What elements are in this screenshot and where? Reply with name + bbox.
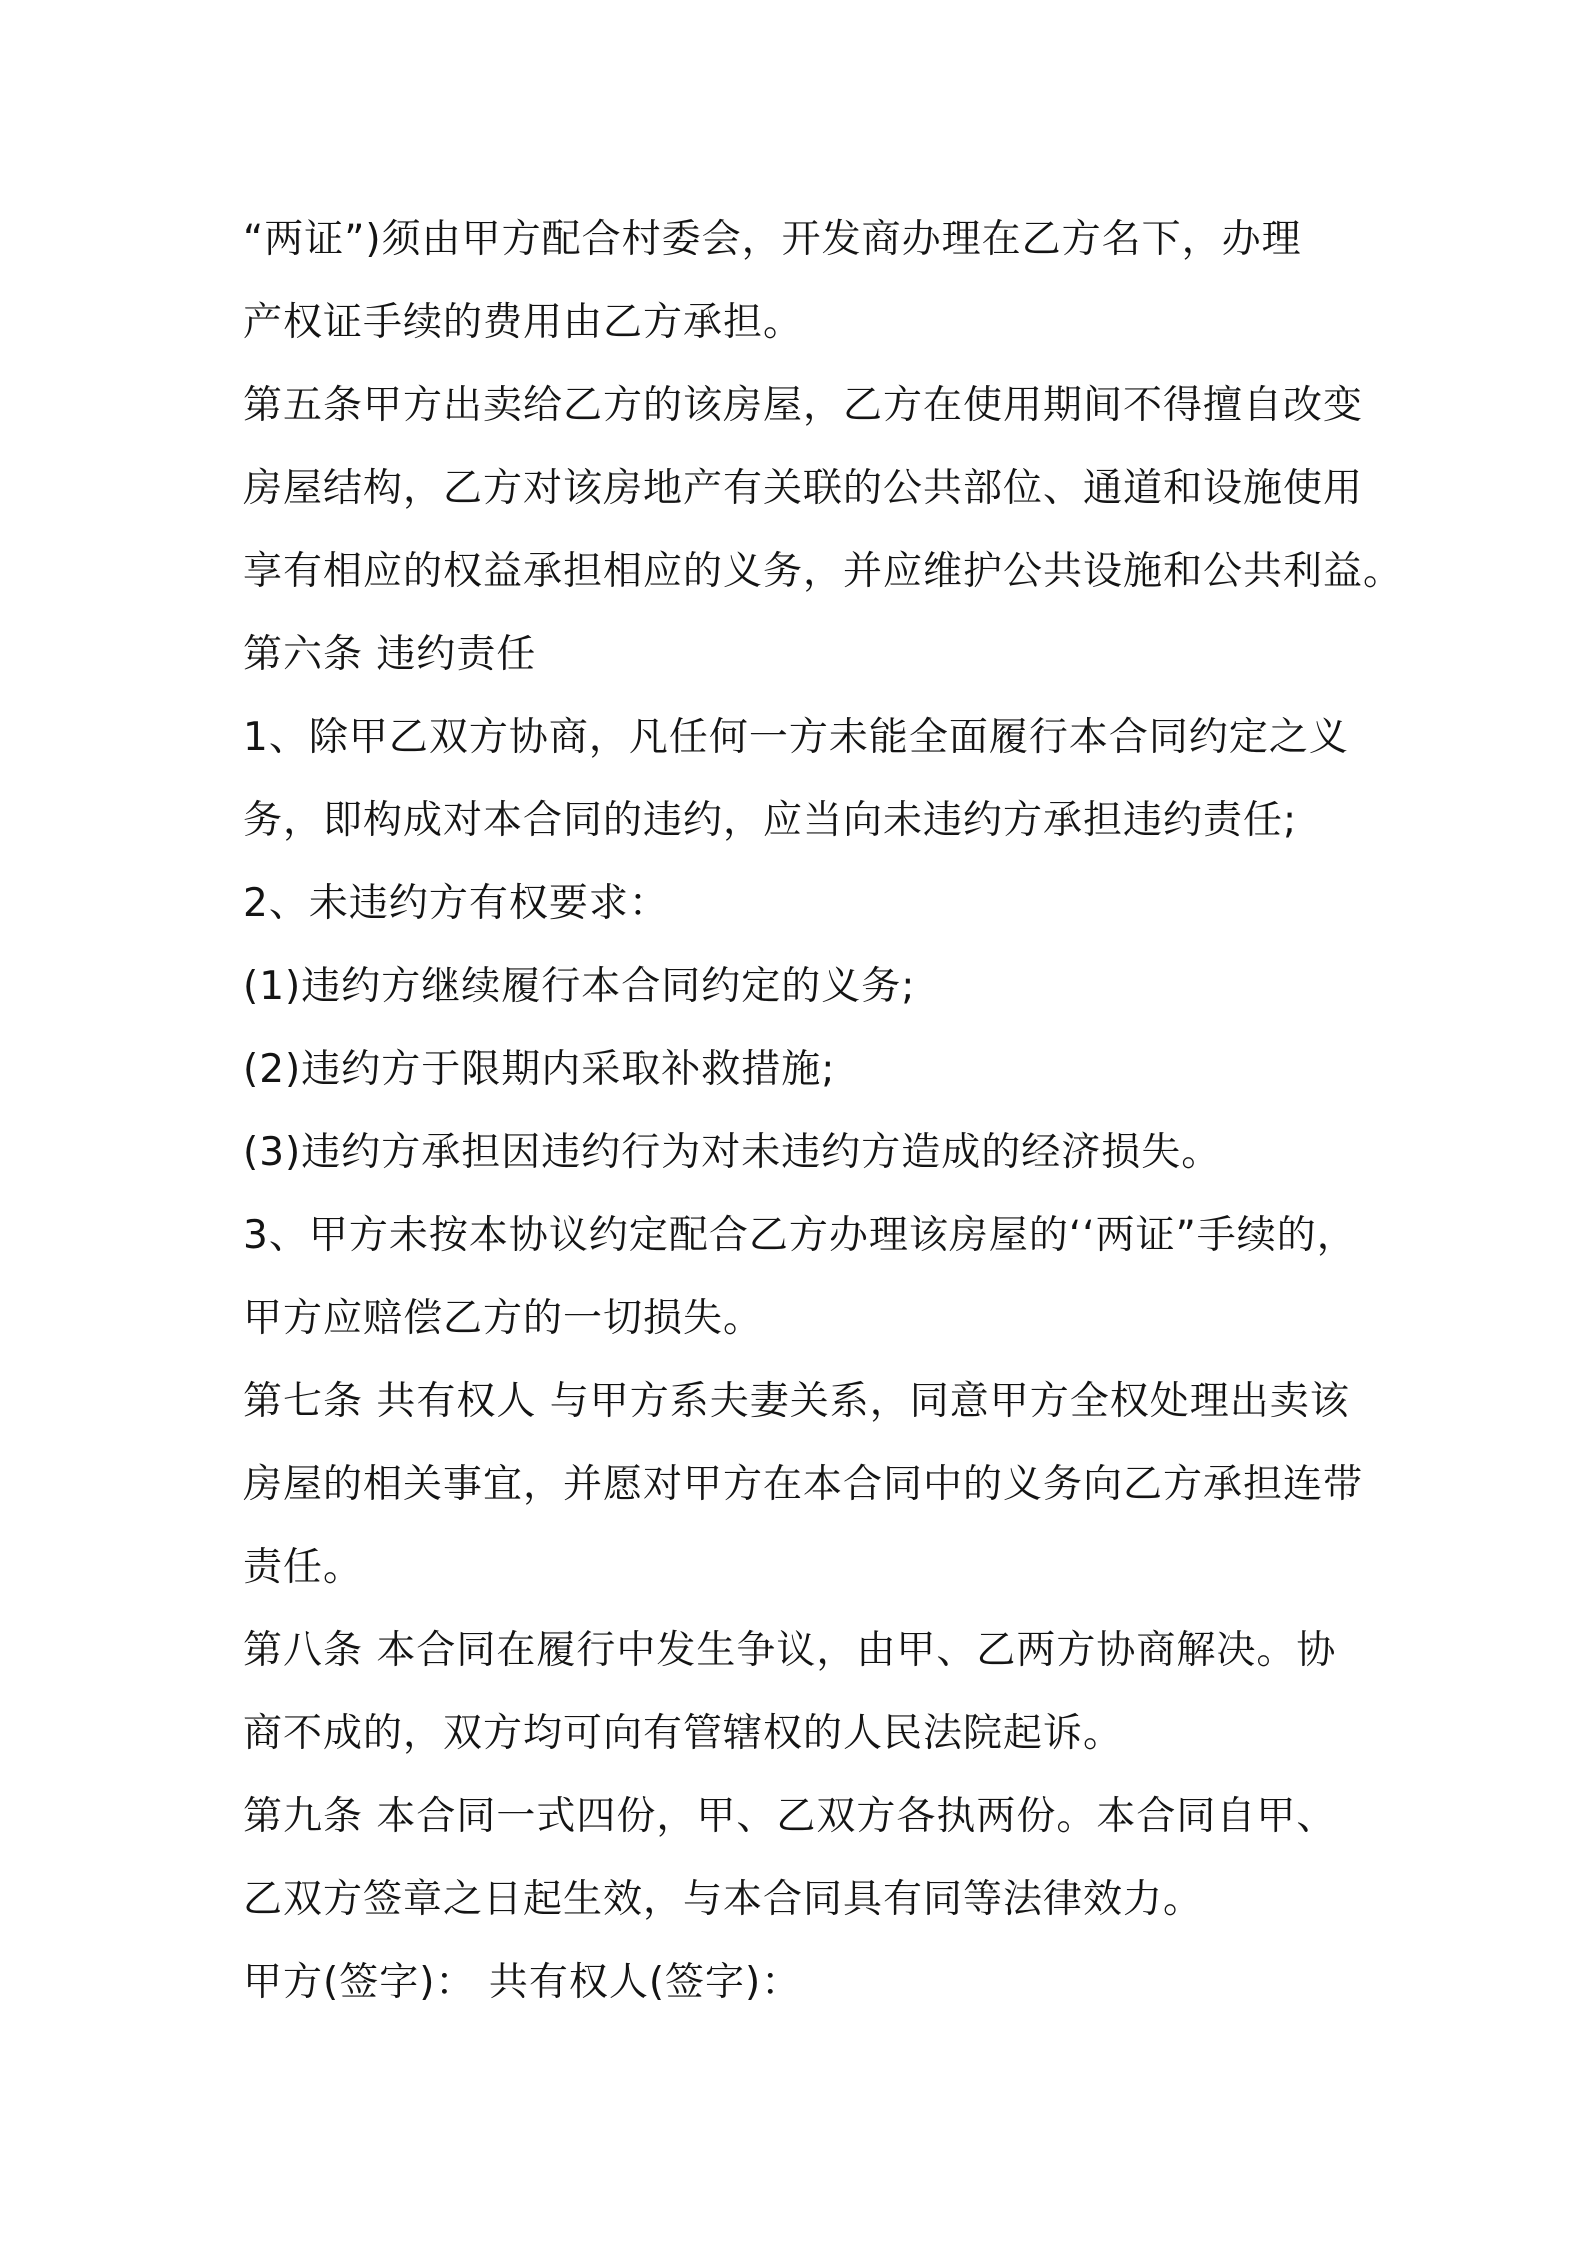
text-line: 责任。 bbox=[243, 1545, 364, 1590]
clause-1-line: 1、除甲乙双方协商，凡任何一方未能全面履行本合同约定之义 bbox=[243, 715, 1349, 760]
text-line: 房屋的相关事宜，并愿对甲方在本合同中的义务向乙方承担连带 bbox=[243, 1462, 1364, 1507]
text-line: 务，即构成对本合同的违约，应当向未违约方承担违约责任; bbox=[243, 798, 1298, 843]
article-8-line: 第八条 本合同在履行中发生争议，由甲、乙两方协商解决。协 bbox=[243, 1628, 1337, 1673]
article-7-line: 第七条 共有权人 与甲方系夫妻关系，同意甲方全权处理出卖该 bbox=[243, 1379, 1350, 1424]
sub-clause-3: (3)违约方承担因违约行为对未违约方造成的经济损失。 bbox=[243, 1130, 1222, 1175]
text-line: 甲方应赔偿乙方的一切损失。 bbox=[243, 1296, 764, 1341]
article-9-line: 第九条 本合同一式四份，甲、乙双方各执两份。本合同自甲、 bbox=[243, 1794, 1337, 1839]
text-line: 乙双方签章之日起生效，与本合同具有同等法律效力。 bbox=[243, 1877, 1204, 1922]
text-line: “两证”)须由甲方配合村委会，开发商办理在乙方名下，办理 bbox=[243, 217, 1302, 262]
text-line: 享有相应的权益承担相应的义务，并应维护公共设施和公共利益。 bbox=[243, 549, 1404, 594]
sub-clause-1: (1)违约方继续履行本合同约定的义务; bbox=[243, 964, 916, 1009]
clause-3-line: 3、甲方未按本协议约定配合乙方办理该房屋的‘‘两证”手续的， bbox=[243, 1213, 1357, 1258]
contract-text bbox=[243, 198, 1404, 2024]
sub-clause-2: (2)违约方于限期内采取补救措施; bbox=[243, 1047, 836, 1092]
article-6-heading: 第六条 违约责任 bbox=[243, 632, 537, 677]
text-line: 商不成的，双方均可向有管辖权的人民法院起诉。 bbox=[243, 1711, 1124, 1756]
article-5-line: 第五条甲方出卖给乙方的该房屋，乙方在使用期间不得擅自改变 bbox=[243, 383, 1364, 428]
signature-line: 甲方(签字)： 共有权人(签字)： bbox=[243, 1960, 802, 2005]
text-line: 房屋结构，乙方对该房地产有关联的公共部位、通道和设施使用 bbox=[243, 466, 1364, 511]
clause-2-line: 2、未违约方有权要求： bbox=[243, 881, 669, 926]
text-line: 产权证手续的费用由乙方承担。 bbox=[243, 300, 804, 345]
